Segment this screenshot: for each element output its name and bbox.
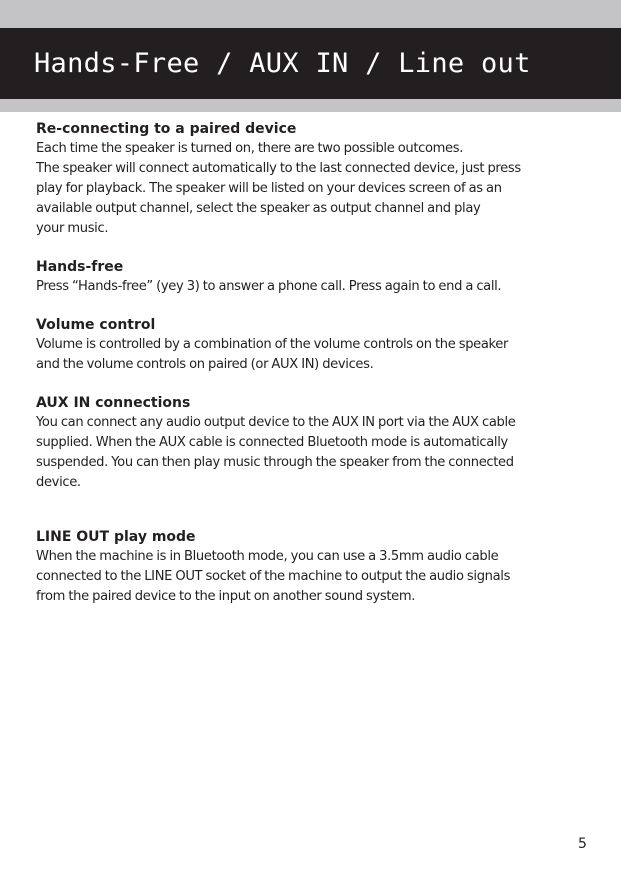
text-line: play for playback. The speaker will be listed on your devices screen of as an [36, 181, 502, 196]
text-line: from the paired device to the input on another sound system. [36, 589, 416, 604]
header-top-band [0, 0, 621, 28]
section-reconnecting [36, 120, 584, 239]
text-line: Each time the speaker is turned on, there are two possible outcomes. [36, 141, 464, 156]
text-line: your music. [36, 221, 109, 236]
header-bottom-band [0, 99, 621, 112]
text-line: You can connect any audio output device to the AUX IN port via the AUX cable [36, 415, 516, 430]
section-paragraph [36, 335, 584, 375]
section-paragraph [36, 277, 584, 297]
section-line-out [36, 528, 584, 607]
text-line: supplied. When the AUX cable is connected Bluetooth mode is automatically [36, 435, 508, 450]
section-heading: Re-connecting to a paired device [36, 121, 297, 137]
text-line: and the volume controls on paired (or AUX IN) devices. [36, 357, 374, 372]
section-heading: Volume control [36, 317, 156, 333]
text-line: connected to the LINE OUT socket of the machine to output the audio signals [36, 569, 511, 584]
text-line: When the machine is in Bluetooth mode, you can use a 3.5mm audio cable [36, 549, 499, 564]
text-line: device. [36, 475, 81, 490]
content-body [36, 120, 584, 607]
title-bar [0, 28, 621, 99]
text-line: suspended. You can then play music through the speaker from the connected [36, 455, 514, 470]
text-line: The speaker will connect automatically to the last connected device, just press [36, 161, 521, 176]
page-number: 5 [578, 836, 587, 852]
section-hands-free [36, 258, 584, 297]
section-heading: Hands-free [36, 259, 124, 275]
page-title: Hands-Free / AUX IN / Line out [34, 48, 531, 79]
text-line: Volume is controlled by a combination of the volume controls on the speaker [36, 337, 509, 352]
section-aux-in [36, 394, 584, 493]
section-paragraph [36, 139, 584, 239]
text-line: available output channel, select the speaker as output channel and play [36, 201, 481, 216]
section-paragraph [36, 547, 584, 607]
section-heading: LINE OUT play mode [36, 529, 196, 545]
section-volume-control [36, 316, 584, 375]
text-line: Press “Hands-free” (yey 3) to answer a phone call. Press again to end a call. [36, 279, 502, 294]
section-paragraph [36, 413, 584, 493]
section-heading: AUX IN connections [36, 395, 191, 411]
